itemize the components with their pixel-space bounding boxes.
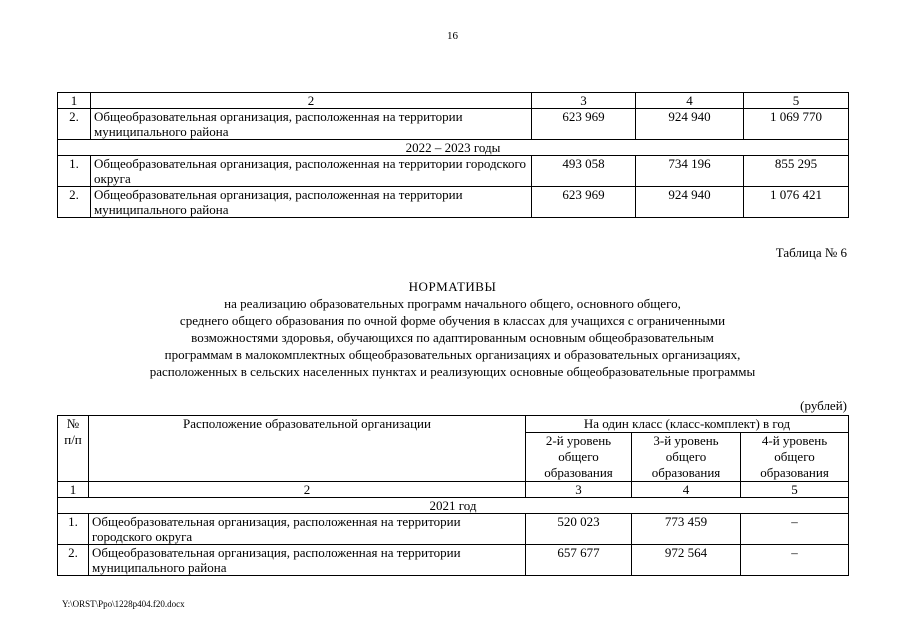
row-value-5: – xyxy=(741,545,849,576)
table-index-row xyxy=(58,482,849,498)
row-number: 2. xyxy=(58,187,91,218)
table-header-row xyxy=(58,416,849,433)
row-value-5: 855 295 xyxy=(744,156,849,187)
col-number-header: № п/п xyxy=(58,416,89,482)
table-row xyxy=(58,187,849,218)
row-value-5: 1 069 770 xyxy=(744,109,849,140)
section-row xyxy=(58,140,849,156)
table-row xyxy=(58,545,849,576)
col-index-1: 1 xyxy=(58,482,89,498)
row-number: 1. xyxy=(58,514,89,545)
table-row xyxy=(58,156,849,187)
title-line: на реализацию образовательных программ начального общего, основного общего, xyxy=(224,296,681,311)
row-value-3: 623 969 xyxy=(532,109,636,140)
title-line: возможностями здоровья, обучающихся по адаптированным основным общеобразовательным xyxy=(191,330,714,345)
title-line: среднего общего образования по очной форме обучения в классах для учащихся с ограниченными xyxy=(179,313,726,328)
sub-header-level-2: 2-й уровень общего образования xyxy=(526,433,632,482)
col-index-4: 4 xyxy=(636,93,744,109)
table-number-label: Таблица № 6 xyxy=(775,245,847,260)
table-index-row xyxy=(58,93,849,109)
col-index-3: 3 xyxy=(532,93,636,109)
unit-label: (рублей) xyxy=(800,398,847,413)
row-value-4: 773 459 xyxy=(632,514,741,545)
row-name: Общеобразовательная организация, расположенная на территории муниципального района xyxy=(91,187,532,218)
title-heading: НОРМАТИВЫ xyxy=(408,279,497,294)
section-label: 2022 – 2023 годы xyxy=(58,140,849,156)
row-number: 2. xyxy=(58,545,89,576)
col-index-1: 1 xyxy=(58,93,91,109)
row-value-3: 623 969 xyxy=(532,187,636,218)
row-value-3: 657 677 xyxy=(526,545,632,576)
section-row xyxy=(58,498,849,514)
row-value-4: 924 940 xyxy=(636,109,744,140)
row-value-4: 924 940 xyxy=(636,187,744,218)
row-number: 2. xyxy=(58,109,91,140)
row-value-5: – xyxy=(741,514,849,545)
title-line: программам в малокомплектных общеобразовательных организациях и образовательных организациях, xyxy=(164,347,741,362)
top-table xyxy=(57,92,849,218)
row-number: 1. xyxy=(58,156,91,187)
col-index-2: 2 xyxy=(89,482,526,498)
row-value-5: 1 076 421 xyxy=(744,187,849,218)
bottom-table xyxy=(57,415,849,576)
table-row xyxy=(58,109,849,140)
page-number: 16 xyxy=(447,30,458,42)
col-name-header: Расположение образовательной организации xyxy=(89,416,526,482)
col-index-2: 2 xyxy=(91,93,532,109)
row-name: Общеобразовательная организация, расположенная на территории муниципального района xyxy=(91,109,532,140)
title-line: расположенных в сельских населенных пунктах и реализующих основные общеобразовательные программы xyxy=(149,364,756,379)
row-value-3: 520 023 xyxy=(526,514,632,545)
col-index-5: 5 xyxy=(744,93,849,109)
col-index-4: 4 xyxy=(632,482,741,498)
col-index-3: 3 xyxy=(526,482,632,498)
row-value-3: 493 058 xyxy=(532,156,636,187)
row-value-4: 734 196 xyxy=(636,156,744,187)
row-value-4: 972 564 xyxy=(632,545,741,576)
row-name: Общеобразовательная организация, расположенная на территории городского округа xyxy=(89,514,526,545)
row-name: Общеобразовательная организация, расположенная на территории муниципального района xyxy=(89,545,526,576)
col-index-5: 5 xyxy=(741,482,849,498)
document-title xyxy=(57,278,848,380)
sub-header-level-4: 4-й уровень общего образования xyxy=(741,433,849,482)
section-label: 2021 год xyxy=(58,498,849,514)
footer-file-path: Y:\ORST\Ppo\1228p404.f20.docx xyxy=(62,599,185,609)
row-name: Общеобразовательная организация, расположенная на территории городского округа xyxy=(91,156,532,187)
group-header: На один класс (класс-комплект) в год xyxy=(526,416,849,433)
sub-header-level-3: 3-й уровень общего образования xyxy=(632,433,741,482)
table-row xyxy=(58,514,849,545)
